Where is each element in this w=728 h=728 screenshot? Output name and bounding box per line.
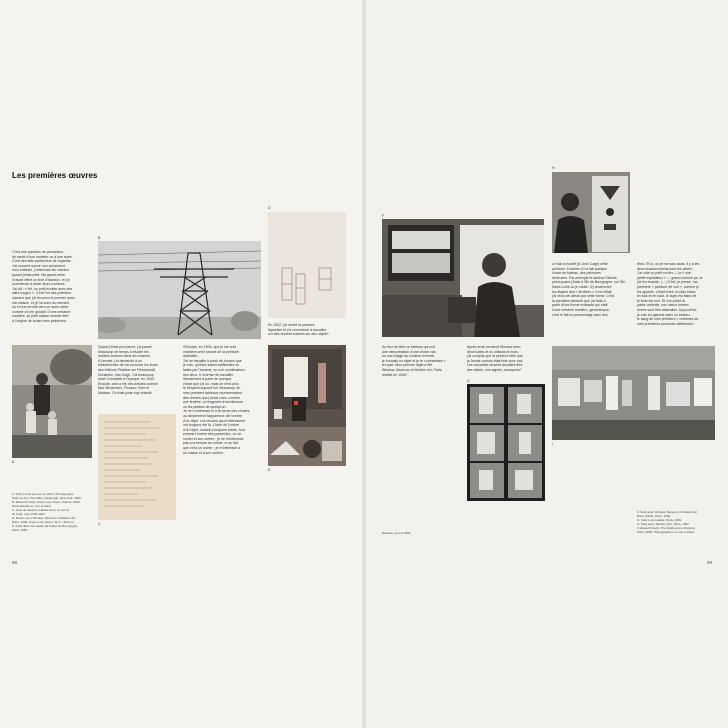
window-sketch-image (268, 212, 346, 318)
marker-h: H (552, 166, 555, 170)
text-column-3: d'Europe, en 1904, que je me suis vraiment senti proche de la peinture abstraite². J'ai ne travaille à partir de choses que je vois, qu'elles soient artificielles ou faites par l'homme, ou une combinaison des deux. Il m'arrive de travailler directement à partir de quelque chose que j'ai vu, mais ce n'est plus le fréquent aujourd'hui. Beaucoup de mes premiers tableaux représentaient des choses que j'avais vues, comme une fenêtre, un fragment d'architecture ou les jambes de quelqu'un. Je ne m'intéresse ni à la forme des choses, au simplement l'apparence de l'ombre d'un objet. Les choses qui m'intéressent ont toujours été là. L'idée de l'ombre d'un objet, variant à toujours existé, tout comme l'ombre des pyramides, ou un rocher et son ombre ; je ne m'intéresse pas à la texture du rocher, ni au fait que c'est un rocher ; je m'intéresse à sa masse et à son ombre³. (183, 345, 251, 455)
marker-e: E (268, 468, 271, 472)
family-photo (12, 345, 92, 458)
text-column-5: Après avoir construit Window avec deux tubes et un châssis en bois, j'ai compris que la peinture telle que je l'avais connue était finie pour moi. Les nouvelles œuvres devaient être des objets, non signés, anonymes⁵. (467, 345, 524, 372)
marker-i: I (552, 442, 553, 446)
marker-b: B (98, 236, 101, 240)
text-column-6: lines. Et là, où je me suis assis, il y a les deux emplacements pour les pieds⁶. J'ai volé un petit rocher — la « une petite explication » — grand comme ça, et j'ai fini ensuite. (…) C'est, je pense, ma première « peinture de nuit », comme je les appelle, c'était entre un plan blanc en bas et en haut, le sujet est blanc et le fond est noir. Et il en peint la partie centrale, nos mieux formes noires sont très abstraites. Aujourd'hui, je vois en gamme dans un bateau, le sang de mes premiers « certaines de mes premières peintures différentes⁷. (637, 262, 703, 326)
marker-a: A (12, 460, 15, 464)
text-column-studio: Le fait a montré [à John Cage] cette peinture. Il estime-il n'a fait quelque chose de bateau, des peintures sérieuses. Par exemple le tableau Talbots peint quand j'étais à l'Île de Bourgogne, sur l'Île Saint-Louis où je vivais. Il y avait entre les étapes des « fenêtres » il me fallait j'ai vécu cet attrait par cette forme. C'est la première peinture que j'ai faite à partir d'une forme existante qui était d'une certaine manière, géométrique, c'est le fait un personnage avec des (552, 262, 626, 317)
wall-panels-photo (552, 346, 715, 440)
artist-with-sculpture-image (552, 172, 630, 253)
studio-collage-photo (268, 345, 346, 466)
text-column-4: Au lieu de faire un tableau qui soit une interprétation d'une chose vue, ou une image au contenu inventé, je trouvais un objet et je le « présentais » tel quel. Mon premier objet a été Window, Museum of Modern Art, Paris, réalisé en 1949⁴. (382, 345, 446, 377)
power-line-photo (98, 241, 261, 339)
left-captions: A. Kelly à trois ans sur un arbre, Photographie Kelly au dos, Port Allen, Newburgh, New York, 1926 B. Ellsworth Kelly, Power Line Tower, France, 1949, Photographie en noir et blanc C. Liste de dessins réalisés dans un carnet de Kelly, vers 1945-1947 D. Dessin pour Window, Museum of Modern Art, Paris, 1949, Crayon sur papier, 41,6 × 30,5 cm E. Kelly dans son atelier de l'Hôtel de Bourgogne, Paris, 1950 (12, 492, 81, 532)
right-captions: F. Kelly avec Window, Museum of Modern Art Paris (1949), Paris, 1950 G. Kelly à son atelier, Paris, 1951 H. Kelly avec Tableau Vert, Paris, 1952 I. Ellsworth Kelly: The Fields and a Passing, Paris, 1950, Photographies en noir et blanc (637, 510, 698, 534)
family-snapshot-image (12, 345, 92, 458)
pylon-caption-text: En 1942, j'ai arrêté la peinture figurative et j'ai commencé à travailler sur des œuvres basées sur des objets⁸. (268, 323, 330, 337)
page-number-right: 89 (707, 560, 713, 565)
contact-sheet-caption: Window, vers la 1951 (382, 531, 411, 535)
page-number-left: 88 (12, 560, 18, 565)
wall-with-panels-image (552, 346, 715, 440)
marker-d: D (268, 206, 271, 210)
contact-sheet-image (467, 384, 545, 501)
handwritten-notes-image (98, 414, 176, 520)
book-gutter (362, 0, 366, 728)
window-drawing-photo (268, 212, 346, 318)
sculpture-portrait-photo (552, 172, 630, 253)
marker-f: F (382, 214, 385, 218)
marker-c: C (98, 522, 101, 526)
notebook-photo (98, 414, 176, 520)
power-line-tower-image (98, 241, 261, 339)
text-column-2: Quand j'étais plus jeune, j'ai passé beaucoup de temps à étudier les maîtres anciens dans les musées. A l'armée, j'ai demandé à un bibliothécaire de me procurer les livres des éditions Phaidon sur Rembrandt, Donatello, Van Gogh. J'ai beaucoup aimé Constable à l'époque, en 1940. Ensuite, cela a été des artistes comme Max Beckmann, Picasso, Klee et Matisse. On était juste trop retardé (98, 345, 159, 395)
artist-studio-photo (382, 219, 544, 337)
artist-with-window-image (382, 219, 544, 337)
marker-g: G (467, 379, 470, 383)
section-heading: Les premières œuvres (12, 171, 98, 180)
text-column-1: C'est une question de perception, de santé d'une manière ou d'une autre. C'est des faits particuliers de regarder. J'ai souvent sonné non seulement mon enfance, j'observais les oiseaux quand j'étais petit. Ma grand-mère m'avait offert un livre d'oiseaux, et j'ai commencé à aimer leurs couleurs. J'ai dit : « Hé, un petit trouble avec des ailes rouges ». C'est l'un des premiers oiseaux que j'ai reconnu le premier dans ma maison, et je l'ai suivi au moment où il s'est envolé vers un autre arbre, comme s'il me guidait. D'une certaine manière, ce petit oiseau semble être à l'origine de toutes mes peintures¹. (12, 250, 75, 323)
studio-interior-image (268, 345, 346, 466)
contact-sheet-photo (467, 384, 545, 501)
